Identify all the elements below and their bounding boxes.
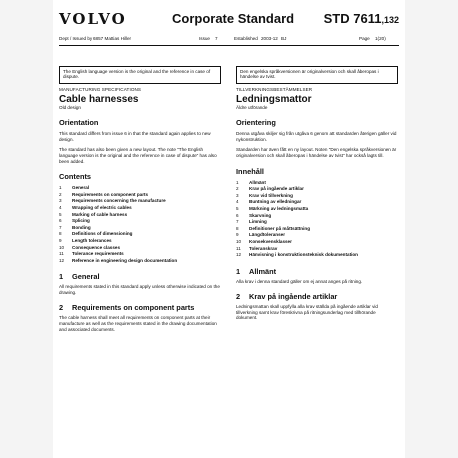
standard-number-main: STD 7611 [323,11,382,26]
contents-heading: Innehåll [236,166,264,176]
orientation-paragraph: The standard has also been given a new layout. The note "The English language version is the original and the reference in case of dispute" has also been added. [59,147,217,164]
issue-value: 7 [215,36,218,41]
language-notice-box: The English language version is the original and the reference in case of dispute. [59,66,221,84]
toc-item[interactable]: 10 Konsekvensklasser [236,238,292,244]
toc-item[interactable]: 6 Skarvning [236,212,272,218]
section-heading: 1 General [59,272,100,282]
toc-item[interactable]: 2 Krav på ingående artiklar [236,186,304,192]
toc-item[interactable]: 9 Length tolerances [59,237,112,243]
toc-item[interactable]: 12 Reference in engineering design documentation [59,257,178,263]
section-text: Ledningsmattan skall uppfylla alla krav ställda på ingående artiklar vid tillverkning samt krav föreskrivna på ritningsunderlag med tillhörande dokument. [236,304,378,321]
document-title: Ledningsmattor [236,93,312,105]
document-type-title: Corporate Standard [172,11,295,26]
english-column [59,66,221,337]
toc-item[interactable]: 8 Definitions of dimensioning [59,231,133,237]
table-of-contents [236,180,398,259]
issue-label: Issue [199,36,210,41]
toc-item[interactable]: 11 Toleranskrav [236,245,278,251]
section-text: All requirements stated in this standard apply unless otherwise indicated on the drawing. [59,284,220,295]
toc-item[interactable]: 12 Hänvisning i konstruktionsteknisk dokumentation [236,252,358,258]
dept-label: Dept / Issued by [59,36,93,41]
language-notice-box: Den engelska språkversionen är originalversion och skall åberopas i händelse av tvist. [236,66,398,84]
section-heading: 2 Requirements on component parts [59,303,195,313]
toc-item[interactable]: 5 Märkning av ledningsmatta [236,205,309,211]
section-heading: 1 Allmänt [236,266,277,276]
toc-item[interactable]: 4 Buntning av elledningar [236,199,302,205]
standard-number [324,11,399,26]
toc-item[interactable]: 11 Tolerance requirements [59,251,124,257]
toc-item[interactable]: 7 Bonding [59,224,91,230]
established-value: 2003-12 [261,36,278,41]
document-header [59,11,399,33]
toc-item[interactable]: 1 Allmänt [236,179,266,185]
toc-item[interactable]: 5 Marking of cable harness [59,211,128,217]
toc-item[interactable]: 3 Krav vid tillverkning [236,192,293,198]
document-title: Cable harnesses [59,93,139,105]
page-value: 1(20) [375,36,386,41]
toc-item[interactable]: 2 Requirements on component parts [59,191,149,197]
orientation-paragraph: Denna utgåva skiljer sig från utgåva 6 genom att standarden återigen gäller vid nykonstruktion. [236,131,397,142]
document-subtitle: Old design [59,104,81,110]
toc-item[interactable]: 3 Requirements concerning the manufacture [59,198,166,204]
section-text: The cable harness shall meet all requirements on component parts at their manufacture as well as the requirements stated in the drawing documentation and associated documents. [59,315,217,332]
dept-value: 6857 Mattias Hiller [93,36,132,41]
section-text: Alla krav i denna standard gäller om ej annat anges på ritning. [236,278,363,284]
toc-item[interactable]: 8 Definitioner på måttsättning [236,225,310,231]
established-label: Established [234,36,258,41]
toc-item[interactable]: 4 Wrapping of electric cables [59,204,132,210]
orientation-paragraph: Standarden har även fått en ny layout. Noten "Den engelska språkversionen är originalversion och skall åberopas i händelse av tvist" har också lagts till. [236,147,397,158]
orientation-heading: Orientering [236,118,276,128]
spec-category: MANUFACTURING SPECIFICATIONS [59,87,142,92]
spec-category: TILLVERKNINGSBESTÄMMELSER [236,87,313,92]
volvo-logo: VOLVO [59,10,127,28]
toc-item[interactable]: 6 Splicing [59,218,90,224]
table-of-contents [59,185,221,264]
orientation-paragraph: This standard differs from issue 6 in that the standard again applies to new design. [59,131,211,142]
contents-heading: Contents [59,172,92,182]
meta-divider [59,45,399,46]
standard-number-suffix: ,132 [381,15,399,25]
page-label: Page [359,36,370,41]
toc-item[interactable]: 10 Consequence classes [59,244,121,250]
swedish-column [236,66,398,326]
toc-item[interactable]: 7 Limning [236,219,267,225]
established-code: BJ [281,36,287,41]
orientation-heading: Orientation [59,118,99,128]
toc-item[interactable]: 1 General [59,185,90,191]
toc-item[interactable]: 9 Längdtoleranser [236,232,285,238]
section-heading: 2 Krav på ingående artiklar [236,292,338,302]
document-subtitle: Äldre utförande [236,104,268,110]
